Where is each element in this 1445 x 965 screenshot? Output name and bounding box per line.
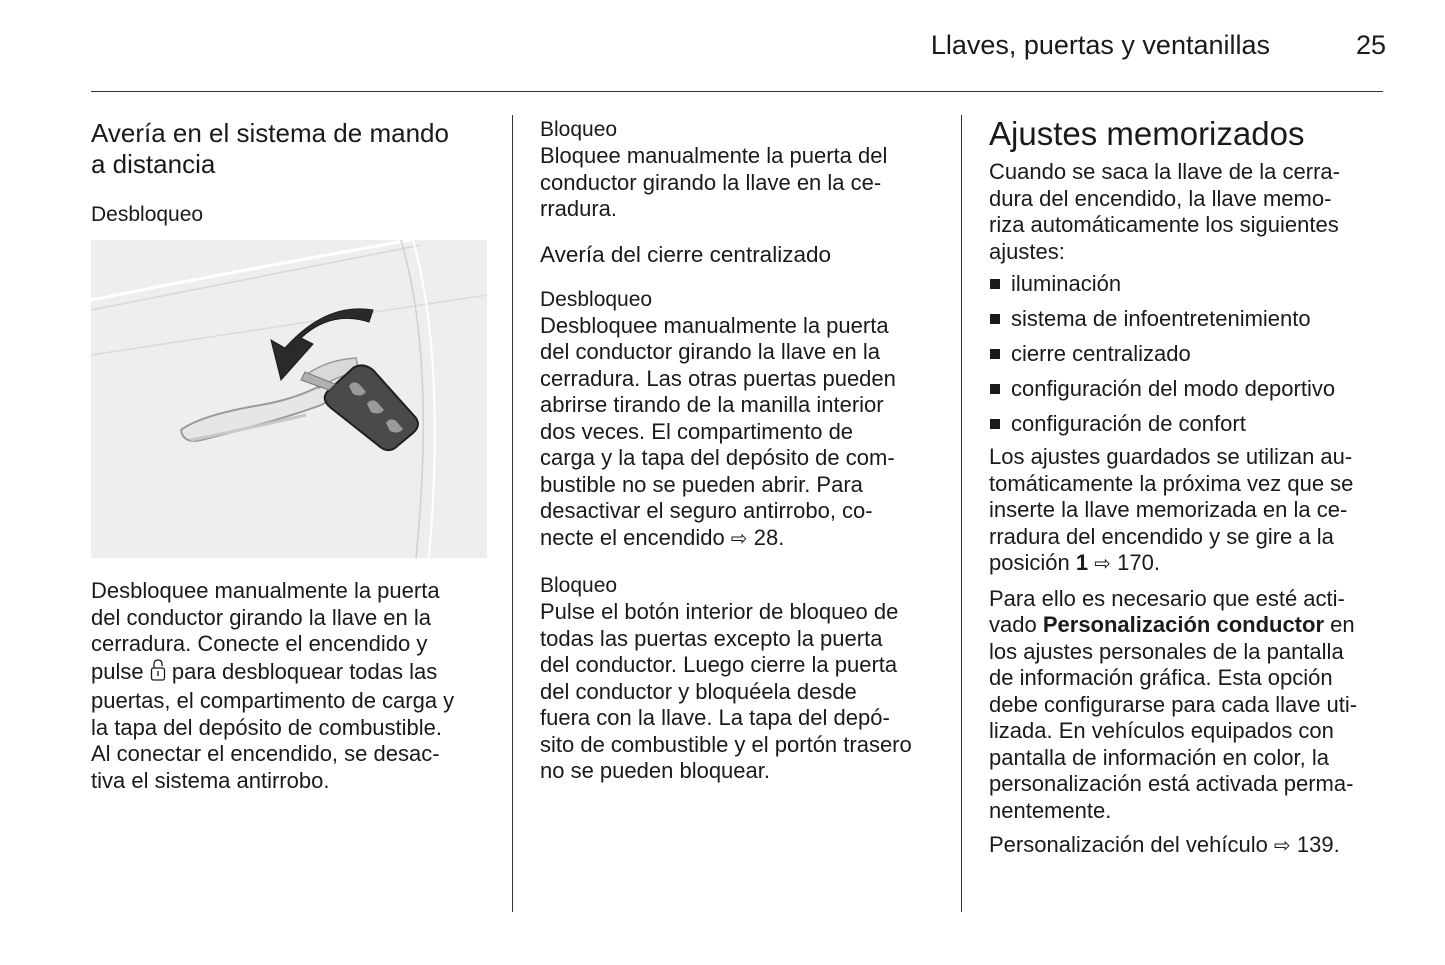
text-line: los ajustes personales de la pantalla <box>989 638 1344 664</box>
list-item <box>989 269 1389 304</box>
list-item <box>989 409 1389 444</box>
text-line: cerradura. Conecte el encendido y <box>91 631 428 656</box>
column-2 <box>540 117 945 785</box>
list-item-text: sistema de infoentretenimiento <box>1011 306 1311 331</box>
text-line: dos veces. El compartimento de <box>540 418 854 444</box>
list-item-text: configuración del modo deportivo <box>1011 376 1336 401</box>
list-item <box>989 339 1389 374</box>
text-line: fuera con la llave. La tapa del depó- <box>540 705 890 730</box>
text-line: del conductor. Luego cierre la puerta <box>540 652 898 677</box>
column-divider-2 <box>961 115 962 912</box>
text-line: Pulse el botón interior de bloqueo de <box>540 599 899 624</box>
text-line: sito de combustible y el portón trasero <box>540 731 912 757</box>
text-line: lizada. En vehículos equipados con <box>989 718 1334 743</box>
text-line: Personalización del vehículo <box>989 832 1268 857</box>
subheading-desbloqueo: Desbloqueo <box>540 287 653 311</box>
text-line: en <box>1330 612 1355 637</box>
bullet-square-icon <box>990 419 1000 429</box>
heading-line: Avería en el sistema de mando <box>91 118 449 148</box>
column-3 <box>989 115 1389 860</box>
text-line: bustible no se pueden abrir. Para <box>540 471 863 497</box>
paragraph-manual-lock <box>540 143 945 223</box>
list-item-text: configuración de confort <box>1011 411 1246 436</box>
page-reference-arrow-icon[interactable]: ⇨ <box>730 527 748 550</box>
text-line: cerradura. Las otras puertas pueden <box>540 365 896 391</box>
page-number: 25 <box>1355 30 1386 60</box>
paragraph-central-unlock <box>540 313 945 553</box>
text-line: vado <box>989 612 1037 637</box>
text-line: debe configurarse para cada llave uti- <box>989 691 1358 717</box>
text-line: tiva el sistema antirrobo. <box>91 767 330 793</box>
running-header-title: Llaves, puertas y ventanillas <box>930 30 1270 60</box>
section-heading-memorized-settings: Ajustes memorizados <box>989 115 1305 152</box>
text-line: del conductor girando la llave en la <box>91 604 432 630</box>
text-line: necte el encendido <box>540 524 725 550</box>
column-1 <box>91 118 496 228</box>
subheading-bloqueo: Bloqueo <box>540 574 618 597</box>
text-line: de información gráfica. Esta opción <box>989 665 1333 690</box>
text-line: personalización está activada perma- <box>989 771 1354 796</box>
list-item <box>989 304 1389 339</box>
text-line: conductor girando la llave en la ce- <box>540 169 882 195</box>
text-line: Desbloquee manualmente la puerta <box>540 312 889 338</box>
text-line: pulse <box>91 658 144 684</box>
text-line: todas las puertas excepto la puerta <box>540 625 883 651</box>
text-line: para desbloquear todas las <box>171 658 438 684</box>
text-line: puertas, el compartimento de carga y <box>91 688 455 713</box>
page-reference-arrow-icon[interactable]: ⇨ <box>1094 553 1111 575</box>
text-line: rradura. <box>540 196 618 221</box>
text-line: Para ello es necesario que esté acti- <box>989 585 1345 611</box>
text-line: abrirse tirando de la manilla interior <box>540 392 884 417</box>
header-divider <box>91 91 1383 92</box>
section-heading-central-lock-failure: Avería del cierre centralizado <box>540 241 831 267</box>
menu-option-name: Personalización conductor <box>1042 612 1325 637</box>
page-reference[interactable]: 170. <box>1117 550 1160 575</box>
text-line: no se pueden bloquear. <box>540 758 770 783</box>
subheading-bloqueo: Bloqueo <box>540 118 618 141</box>
text-line: dura del encendido, la llave memo- <box>989 185 1332 211</box>
text-line: Al conectar el encendido, se desac- <box>91 741 440 766</box>
subheading-desbloqueo: Desbloqueo <box>91 203 204 226</box>
text-line: ajustes: <box>989 238 1065 264</box>
paragraph-personalization <box>989 586 1389 825</box>
text-line: Desbloquee manualmente la puerta <box>91 578 440 603</box>
bullet-square-icon <box>990 279 1000 289</box>
text-line: pantalla de información en color, la <box>989 744 1329 770</box>
unlock-icon <box>150 658 166 689</box>
text-line: Los ajustes guardados se utilizan au- <box>989 444 1353 469</box>
bullet-square-icon <box>990 314 1000 324</box>
bullet-square-icon <box>990 384 1000 394</box>
list-item-text: iluminación <box>1011 271 1122 296</box>
page-reference-arrow-icon[interactable]: ⇨ <box>1273 835 1291 857</box>
ignition-position: 1 <box>1075 550 1089 575</box>
text-line: Bloquee manualmente la puerta del <box>540 143 888 168</box>
column-1-body <box>91 578 496 794</box>
text-line: la tapa del depósito de combustible. <box>91 714 443 740</box>
text-line: Cuando se saca la llave de la cerra- <box>989 159 1340 184</box>
text-line: tomáticamente la próxima vez que se <box>989 470 1354 496</box>
text-line: desactivar el seguro antirrobo, co- <box>540 498 873 523</box>
text-line: rradura del encendido y se gire a la <box>989 523 1334 549</box>
paragraph-vehicle-personalization <box>989 832 1389 860</box>
bullet-square-icon <box>990 349 1000 359</box>
paragraph-central-lock <box>540 599 945 785</box>
list-item-text: cierre centralizado <box>1011 341 1191 366</box>
page-reference[interactable]: 28. <box>753 524 785 550</box>
text-line: posición <box>989 550 1070 575</box>
paragraph-auto-restore <box>989 444 1389 578</box>
page-reference[interactable]: 139. <box>1296 832 1340 857</box>
door-handle-key-drawing <box>91 240 487 558</box>
text-line: inserte la llave memorizada en la ce- <box>989 497 1348 522</box>
text-line: carga y la tapa del depósito de com- <box>540 445 895 470</box>
text-line: nentemente. <box>989 797 1112 823</box>
door-key-illustration <box>91 240 487 558</box>
settings-list <box>989 269 1389 444</box>
paragraph-intro <box>989 159 1389 265</box>
paragraph-remote-unlock <box>91 578 496 794</box>
text-line: del conductor girando la llave en la <box>540 339 881 364</box>
list-item <box>989 374 1389 409</box>
text-line: riza automáticamente los siguientes <box>989 212 1339 237</box>
heading-line: a distancia <box>91 149 216 179</box>
text-line: del conductor y bloquéela desde <box>540 678 857 704</box>
section-heading-remote-failure <box>91 118 496 180</box>
column-divider-1 <box>512 115 513 912</box>
